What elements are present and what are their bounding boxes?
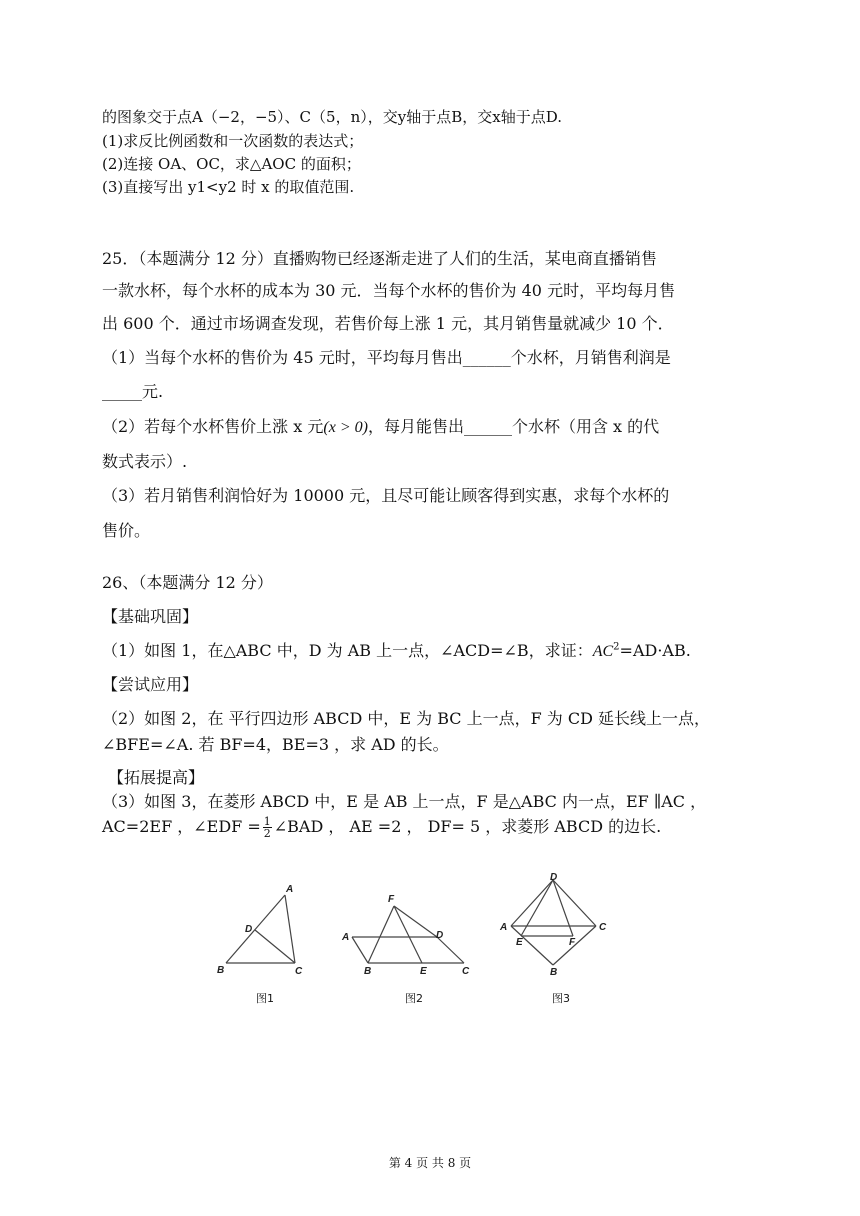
q25-part2-text-a: （2）若每个水杯售价上涨 x 元 <box>102 417 324 436</box>
fig3-label-a: A <box>500 922 508 933</box>
fig2-label-f: F <box>388 894 395 905</box>
q26-heading-extend: 【拓展提高】 <box>108 768 205 787</box>
fig1-label-c: C <box>295 966 303 977</box>
q26-part3-line1: （3）如图 3，在菱形 ABCD 中，E 是 AB 上一点，F 是△ABC 内一点，EF ∥AC ， <box>102 792 707 811</box>
q26-part1 <box>102 638 691 661</box>
geometry-figures <box>200 870 660 985</box>
q25-part1-line1: （1）当每个水杯的售价为 45 元时，平均每月售出______个水杯，月销售利润是 <box>102 348 671 367</box>
fig3-label-f: F <box>569 937 576 948</box>
fig2-label-a: A <box>342 932 350 943</box>
fig1-label-b: B <box>217 965 225 976</box>
q26-part1-math: AC <box>592 643 614 660</box>
q25-part3-line1: （3）若月销售利润恰好为 10000 元，且尽可能让顾客得到实惠，求每个水杯的 <box>102 486 670 505</box>
fig1-label-d: D <box>245 924 253 935</box>
fig2-label-d: D <box>436 930 444 941</box>
q26-part3-text-a: AC=2EF ，∠EDF = <box>102 817 261 836</box>
q26-heading-apply: 【尝试应用】 <box>102 675 199 694</box>
fig3-label-c: C <box>599 922 607 933</box>
problem24-part1: (1)求反比例函数和一次函数的表达式； <box>102 132 364 150</box>
q25-line3: 出 600 个．通过市场调查发现，若售价每上涨 1 元，其月销售量就减少 10 个． <box>102 314 674 333</box>
figure-1-caption: 图1 <box>256 992 274 1005</box>
fig2-label-e: E <box>420 966 427 977</box>
q26-part2-line1: （2）如图 2，在 平行四边形 ABCD 中，E 为 BC 上一点，F 为 CD 延长线上一点， <box>102 709 711 728</box>
one-half-fraction: $\frac{1}{2}$ <box>263 815 271 840</box>
q25-part2-line1 <box>102 414 659 437</box>
q25-part2-text-b: ，每月能售出______个水杯（用含 x 的代 <box>367 417 660 436</box>
q26-part2-line2: ∠BFE=∠A. 若 BF=4，BE=3 ，求 AD 的长。 <box>102 735 449 754</box>
fig3-label-b: B <box>550 967 558 978</box>
q26-part3-text-b: ∠BAD ， AE =2 ， DF= 5 ，求菱形 ABCD 的边长. <box>273 817 662 836</box>
q26-part1-text: （1）如图 1，在△ABC 中，D 为 AB 上一点，∠ACD=∠B，求证： <box>102 641 593 660</box>
q25-part3-line2: 售价。 <box>102 521 151 540</box>
q25-line2: 一款水杯，每个水杯的成本为 30 元．当每个水杯的售价为 40 元时，平均每月售 <box>102 281 676 300</box>
q26-part1-sup: 2 <box>613 641 620 653</box>
fig3-label-d: D <box>550 872 558 883</box>
problem24-line1: 的图象交于点A（−2，−5）、C（5，n），交y轴于点B，交x轴于点D. <box>102 108 562 126</box>
problem24-part3: (3)直接写出 y1<y2 时 x 的取值范围. <box>102 178 355 196</box>
figure-2-caption: 图2 <box>405 992 423 1005</box>
fig3-label-e: E <box>516 937 523 948</box>
q25-line1: 25．（本题满分 12 分）直播购物已经逐渐走进了人们的生活，某电商直播销售 <box>102 249 657 268</box>
q25-part2-line2: 数式表示）. <box>102 452 188 471</box>
figure-3 <box>511 880 596 965</box>
q26-title: 26、（本题满分 12 分） <box>102 573 273 592</box>
fig1-label-a: A <box>286 884 294 895</box>
figure-3-caption: 图3 <box>552 992 570 1005</box>
fig2-label-b: B <box>364 966 372 977</box>
q26-part1-text-b: =AD·AB. <box>619 641 691 660</box>
problem24-part2: (2)连接 OA、OC，求△AOC 的面积； <box>102 155 361 173</box>
q26-heading-basic: 【基础巩固】 <box>102 607 199 626</box>
figure-2 <box>352 906 464 963</box>
q25-part1-line2: _____元. <box>102 382 164 401</box>
q25-part2-math: (x > 0) <box>323 419 368 436</box>
page-footer: 第 4 页 共 8 页 <box>388 1156 472 1170</box>
fig2-label-c: C <box>462 966 470 977</box>
q26-part3-line2 <box>102 814 661 839</box>
figure-1 <box>226 895 295 963</box>
